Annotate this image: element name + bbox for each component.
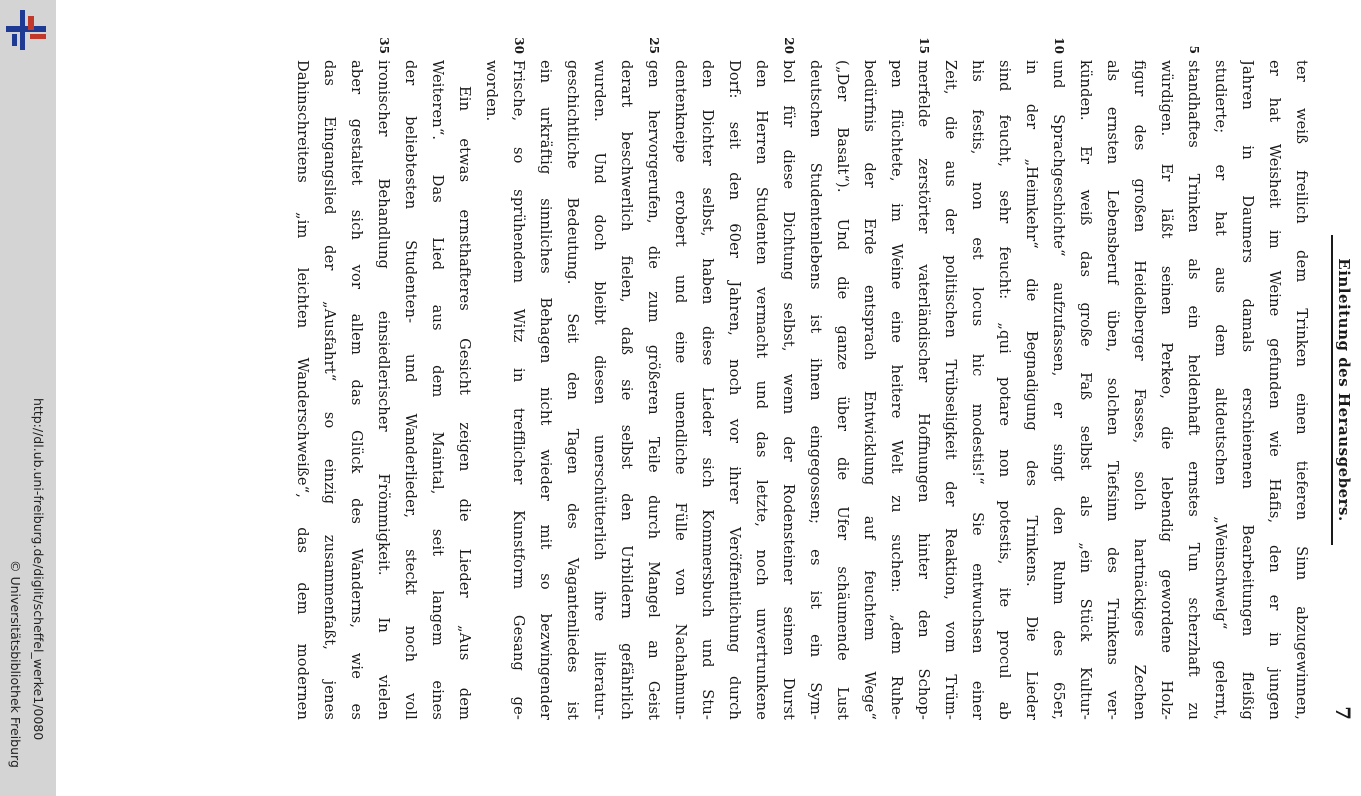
text-line: his festis, non est locus hic modestis!“ Sie entwuchsen einer xyxy=(969,60,986,720)
text-line: und Sprachgeschichte“ aufzufassen, er singt den Ruhm des 65er, xyxy=(1050,60,1067,720)
text-line: würdigen. Er läßt seinen Perkeo, die lebendig gewordene Holz- xyxy=(1158,60,1175,720)
text-line: Zeit, die aus der politischen Trübseligkeit der Reaktion, vom Trüm- xyxy=(942,60,959,720)
header-rule xyxy=(1331,235,1333,545)
text-line: pen flüchtete, im Weine eine heitere Welt zu suchen: „dem Ruhe- xyxy=(888,60,905,720)
line-number: 25 xyxy=(647,37,661,54)
text-line: den Herren Studenten vermacht und das letzte, noch unvertrunkene xyxy=(753,60,770,720)
text-line: deutschen Studentenlebens ist ihnen eingegossen; es ist ein Sym- xyxy=(807,60,824,720)
text-line: ter weiß freilich dem Trinken einen tieferen Sinn abzugewinnen, xyxy=(1293,60,1310,720)
copyright-note: © Universitätsbibliothek Freiburg xyxy=(8,560,23,768)
line-number: 15 xyxy=(917,37,931,54)
text-line: wurden. Und doch bleibt diesen unerschütterlich ihre literatur- xyxy=(591,60,608,720)
text-line: („Der Basalt“). Und die ganze über die Ufer schäumende Lust xyxy=(834,60,851,720)
sidebar xyxy=(0,0,56,796)
text-line: sind feucht, sehr feucht: „qui potare non potestis, ite procul ab xyxy=(996,60,1013,720)
text-line: Frische, so sprühendem Witz in trefflicher Kunstform Gesang ge- xyxy=(510,60,527,720)
text-line: geschichtliche Bedeutung. Seit den Tagen des Vagantenliedes ist xyxy=(564,60,581,720)
page-header xyxy=(1325,60,1355,720)
text-line: bol für diese Dichtung selbst, wenn der Rodensteiner seinen Durst xyxy=(780,60,797,720)
text-line: Dahinschreitens „im leichten Wanderschweiße“, das dem modernen xyxy=(294,60,311,720)
line-number: 30 xyxy=(512,37,526,54)
text-line: künden. Er weiß das große Faß selbst als „ein Stück Kultur- xyxy=(1077,60,1094,720)
text-line: worden. xyxy=(483,60,500,122)
text-line: gen hervorgerufen, die zum größeren Teile durch Mangel an Geist xyxy=(645,60,662,720)
line-number: 35 xyxy=(377,37,391,54)
document-viewer[interactable] xyxy=(56,0,1361,796)
text-line: er hat Weisheit im Weine gefunden wie Hafis, den er in jungen xyxy=(1266,60,1283,720)
line-number: 20 xyxy=(782,37,796,54)
text-line: studierte; er hat aus dem altdeutschen „Weinschwelg“ gelernt, xyxy=(1212,60,1229,720)
text-line: derart beschwerlich fielen, daß sie selbst den Urbildern gefährlich xyxy=(618,60,635,720)
text-line: dentenkneipe erobert und eine unendliche Fülle von Nachahmun- xyxy=(672,60,689,720)
running-title: Einleitung des Herausgebers. xyxy=(1335,258,1353,522)
text-line: bedürfnis der Erde entsprach Entwicklung auf feuchtem Wege“ xyxy=(861,60,878,720)
text-line: figur des großen Heidelberger Fasses, solch hartnäckiges Zechen xyxy=(1131,60,1148,720)
text-line: ironischer Behandlung einsiedlerischer Frömmigkeit. In vielen xyxy=(375,60,392,720)
text-line: aber gestaltet sich vor allem das Glück des Wanderns, wie es xyxy=(348,60,365,720)
source-url[interactable]: http://dl.ub.uni-freiburg.de/diglit/scheffel_werke1/0080 xyxy=(31,398,46,741)
text-line: den Dichter selbst, haben diese Lieder sich Kommersbuch und Stu- xyxy=(699,60,716,720)
text-line: merfelde zerstörter vaterländischer Hoffnungen hinter den Schop- xyxy=(915,60,932,720)
credit-block xyxy=(0,0,56,796)
text-line: Dorf: seit den 60er Jahren, noch vor ihrer Veröffentlichung durch xyxy=(726,60,743,720)
page-number: 7 xyxy=(1331,706,1355,720)
text-line: Jahren in Daumers damals erschienenen Bearbeitungen fleißig xyxy=(1239,60,1256,720)
text-line: standhaftes Trinken als ein heldenhaft ernstes Tun scherzhaft zu xyxy=(1185,60,1202,720)
text-line: Ein etwas ernsthafteres Gesicht zeigen die Lieder „Aus dem xyxy=(456,86,473,720)
text-line: ein urkräftig sinnliches Behagen nicht wieder mit so bezwingender xyxy=(537,60,554,720)
text-line: das Eingangslied der „Ausfahrt“ so einzig zusammenfaßt, jenes xyxy=(321,60,338,720)
line-number: 5 xyxy=(1187,45,1201,54)
text-line: der beliebtesten Studenten- und Wanderlieder, steckt noch voll xyxy=(402,60,419,720)
book-page xyxy=(265,37,1355,720)
text-line: Weiteren“. Das Lied aus dem Maintal, seit langem eines xyxy=(429,60,446,720)
text-line: in der „Heimkehr“ die Begnadigung des Trinkens. Die Lieder xyxy=(1023,60,1040,720)
text-line: als ernsten Lebensberuf üben, solchen Tiefsinn des Trinkens ver- xyxy=(1104,60,1121,720)
line-number: 10 xyxy=(1052,37,1066,54)
